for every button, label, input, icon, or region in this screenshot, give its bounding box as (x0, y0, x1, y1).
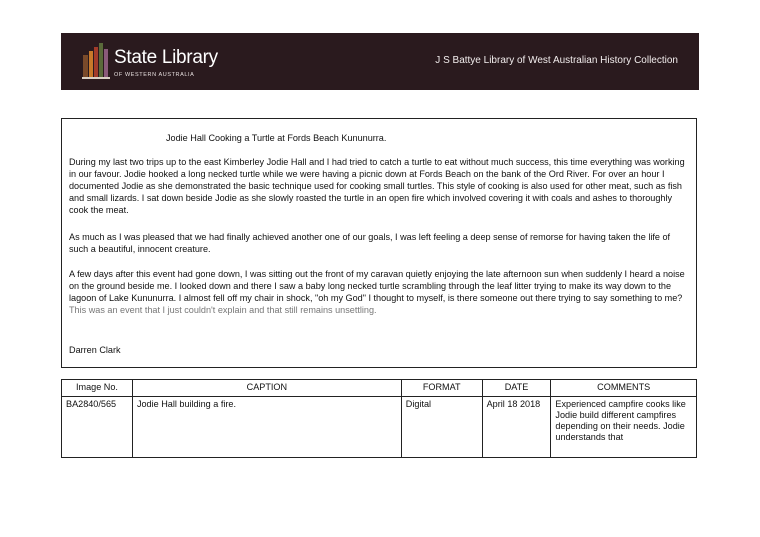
header-format: FORMAT (401, 380, 482, 397)
cell-caption: Jodie Hall building a fire. (132, 397, 401, 458)
cell-date: April 18 2018 (482, 397, 551, 458)
comments-text: Experienced campfire cooks like Jodie build different campfires depending on their needs. Jodie understands that (555, 399, 686, 442)
author-signature: Darren Clark (69, 345, 121, 355)
logo-subtitle: OF WESTERN AUSTRALIA (114, 72, 195, 78)
state-library-logo (82, 41, 222, 83)
header-comments: COMMENTS (551, 380, 697, 397)
cell-image-no: BA2840/565 (62, 397, 133, 458)
story-paragraph-2: As much as I was pleased that we had finally achieved another one of our goals, I was left feeling a deep sense of remorse for having taken the life of such a beautiful, innocent creature. (69, 232, 671, 254)
table-row (62, 397, 697, 458)
books-logo-icon (82, 41, 112, 81)
story-box (61, 118, 697, 368)
story-title: Jodie Hall Cooking a Turtle at Fords Beach Kununurra. (166, 133, 387, 143)
collection-title: J S Battye Library of West Australian History Collection (435, 55, 678, 66)
logo-title: State Library (114, 47, 218, 68)
header-image-no: Image No. (62, 380, 133, 397)
header-date: DATE (482, 380, 551, 397)
story-paragraph-3-main: A few days after this event had gone down, I was sitting out the front of my caravan quietly enjoying the late afternoon sun when suddenly I heard a noise on the ground beside me. I looked down and there I saw a baby long necked turtle scrambling through the leaf litter trying to make its way down to the lagoon of Lake Kununurra. I almost fell off my chair in shock, "oh my God" I thought to myself, is there someone out there trying to say something to me? (69, 269, 685, 303)
story-paragraph-3 (69, 268, 689, 316)
cell-format: Digital (401, 397, 482, 458)
header-banner (61, 33, 699, 90)
table-header-row (62, 380, 697, 397)
image-records-table (61, 379, 697, 458)
cell-comments (551, 397, 697, 458)
story-paragraph-1: During my last two trips up to the east Kimberley Jodie Hall and I had tried to catch a turtle to eat without much success, this time everything was working in our favour. Jodie hooked a long necked turtle while we were having a picnic down at Fords Beach on the bank of the Ord River. For over an hour I documented Jodie as she demonstrated the basic technique used for cooking small turtles. This style of cooking is also used for other meat, such as fish and small lizards. I sat down beside Jodie as she slowly roasted the turtle in an open fire which involved covering it with coals and ashes to thoroughly cook the meat. (69, 157, 685, 215)
story-paragraph-3-gray: This was an event that I just couldn't explain and that still remains unsettling. (69, 305, 377, 315)
header-caption: CAPTION (132, 380, 401, 397)
